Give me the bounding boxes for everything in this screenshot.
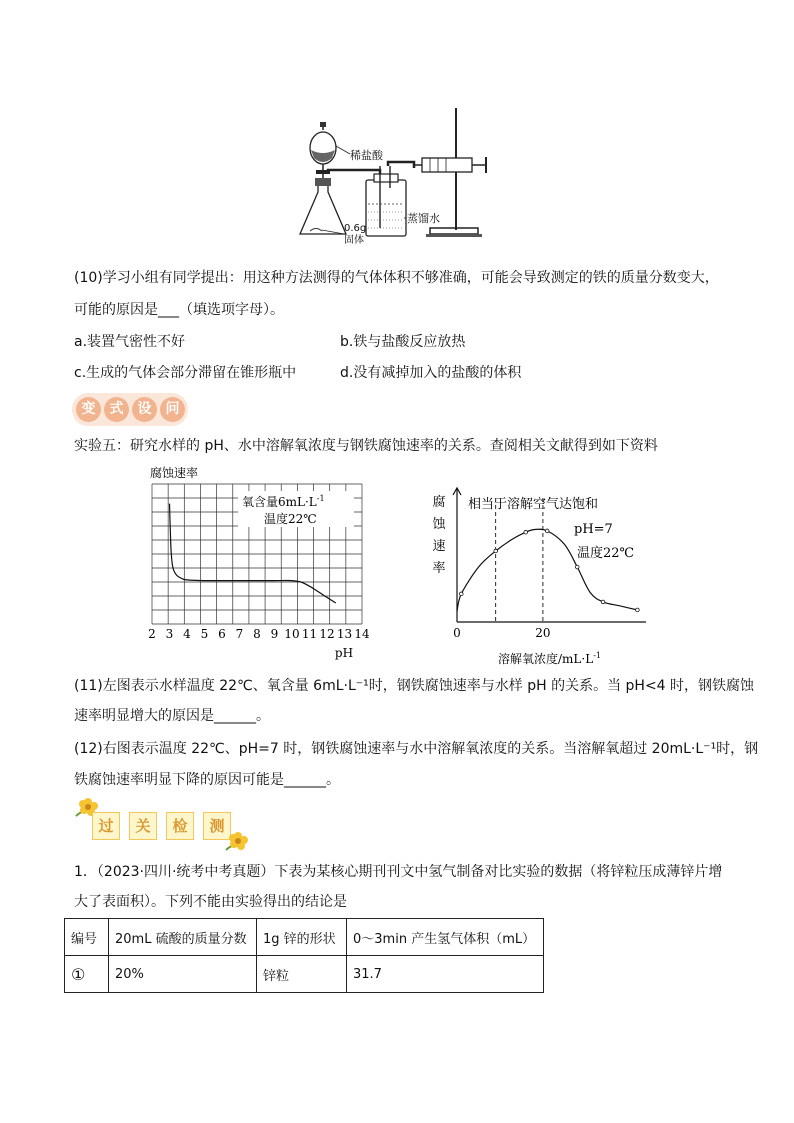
badge-char: 过 xyxy=(92,812,120,840)
table-header-cell: 1g 锌的形状 xyxy=(257,919,347,956)
data-point xyxy=(575,565,579,569)
badge-char: 关 xyxy=(129,812,157,840)
exp5-text: 实验五：研究水样的 pH、水中溶解氧浓度与钢铁腐蚀速率的关系。查阅相关文献得到如下资料 xyxy=(74,438,658,454)
table-header-row xyxy=(65,919,544,956)
x-tick-label: 4 xyxy=(183,627,191,641)
section-badge-checkpoint xyxy=(72,796,252,854)
flower-icon xyxy=(224,830,252,854)
label-acid: 稀盐酸 xyxy=(350,149,383,162)
q11-text-line2: 速率明显增大的原因是______。 xyxy=(74,708,270,724)
q10-option-c: c.生成的气体会部分滞留在锥形瓶中 xyxy=(74,365,297,381)
chart-left xyxy=(140,462,376,662)
annotation-temperature: 温度22℃ xyxy=(264,512,317,526)
x-tick-label: 12 xyxy=(319,627,335,641)
x-tick-label: 2 xyxy=(148,627,156,641)
x-tick-label: 8 xyxy=(253,627,261,641)
q10-text-line2: 可能的原因是___（填选项字母）。 xyxy=(74,302,284,318)
data-point xyxy=(636,608,640,612)
q10-option-d: d.没有减掉加入的盐酸的体积 xyxy=(340,365,522,381)
x-axis-label-superscript: -1 xyxy=(593,651,601,660)
data-point xyxy=(601,600,605,604)
q10-text-line1: (10)学习小组有同学提出：用这种方法测得的气体体积不够准确，可能会导致测定的铁的质量分数变大， xyxy=(74,270,719,286)
badge-char: 测 xyxy=(203,812,231,840)
x-tick-label: 3 xyxy=(165,627,174,641)
badge-char: 式 xyxy=(104,397,129,422)
x-tick-label: 13 xyxy=(336,627,353,641)
x-tick-label: 20 xyxy=(535,626,551,640)
badge-char: 设 xyxy=(132,397,157,422)
chart-right xyxy=(420,482,652,668)
x-tick-label: 9 xyxy=(270,627,279,641)
badge-char: 问 xyxy=(160,397,185,422)
y-axis-label: 腐蚀速率 xyxy=(150,466,199,480)
x-tick-label: 7 xyxy=(235,627,244,641)
table-cell: 31.7 xyxy=(347,956,544,993)
annotation-temperature: 温度22℃ xyxy=(577,546,635,561)
x-tick-label: 6 xyxy=(218,627,226,641)
x-tick-label: 0 xyxy=(453,626,461,640)
apparatus-figure xyxy=(290,100,500,250)
y-axis-label-char: 率 xyxy=(432,561,446,576)
table-header-cell: 20mL 硫酸的质量分数 xyxy=(109,919,257,956)
table-row xyxy=(65,956,544,993)
annotation-superscript: -1 xyxy=(316,494,325,503)
p1-text-line1: 1．（2023·四川·统考中考真题）下表为某核心期刊刊文中氢气制备对比实验的数据（将锌粒压成薄锌片增 xyxy=(74,864,723,880)
section-badge-variant xyxy=(72,393,188,426)
label-water: 蒸馏水 xyxy=(407,212,440,225)
badge-char: 检 xyxy=(166,812,194,840)
table-cell: ① xyxy=(65,956,109,993)
y-axis-label-char: 蚀 xyxy=(432,517,446,532)
data-point xyxy=(494,549,498,553)
data-point xyxy=(545,529,549,533)
x-tick-label: 10 xyxy=(284,627,300,641)
table-header-cell: 编号 xyxy=(65,919,109,956)
annotation-oxygen: 氧含量$6mL\cdot L^{-1}$ xyxy=(242,494,325,509)
x-axis-label: 溶解氧浓度$/mL\cdot L^{-1}$ xyxy=(498,651,601,666)
q12-text-line1: (12)右图表示温度 22℃、pH=7 时，钢铁腐蚀速率与水中溶解氧浓度的关系。当溶解氧超过 20mL·L⁻¹时，钢 xyxy=(74,741,759,757)
badge-char: 变 xyxy=(76,397,101,422)
q11-text-line1: (11)左图表示水样温度 22℃、氧含量 6mL·L⁻¹时，钢铁腐蚀速率与水样 pH 的关系。当 pH<4 时，钢铁腐蚀 xyxy=(74,678,755,694)
data-point xyxy=(524,530,528,534)
table-header-cell: 0～3min 产生氢气体积（mL） xyxy=(347,919,544,956)
annotation-saturation: 相当于溶解空气达饱和 xyxy=(468,497,599,512)
x-tick-label: 14 xyxy=(354,627,370,641)
table-cell: 20% xyxy=(109,956,257,993)
x-tick-label: 11 xyxy=(301,627,318,641)
label-solid: 0.6g 固体 xyxy=(344,223,367,246)
p1-text-line2: 大了表面积）。下列不能由实验得出的结论是 xyxy=(74,894,347,910)
y-axis-label-char: 腐 xyxy=(432,495,446,510)
data-point xyxy=(459,592,463,596)
annotation-ph: pH=7 xyxy=(574,522,613,537)
q12-text-line2: 铁腐蚀速率明显下降的原因可能是______。 xyxy=(74,772,340,788)
table-cell: 锌粒 xyxy=(257,956,347,993)
series-line xyxy=(457,529,637,611)
y-axis-label-char: 速 xyxy=(432,539,446,554)
data-table xyxy=(64,918,544,993)
q10-option-b: b.铁与盐酸反应放热 xyxy=(340,334,466,350)
x-axis-label: pH xyxy=(334,646,354,660)
x-tick-label: 5 xyxy=(200,627,209,641)
q10-option-a: a.装置气密性不好 xyxy=(74,334,186,350)
